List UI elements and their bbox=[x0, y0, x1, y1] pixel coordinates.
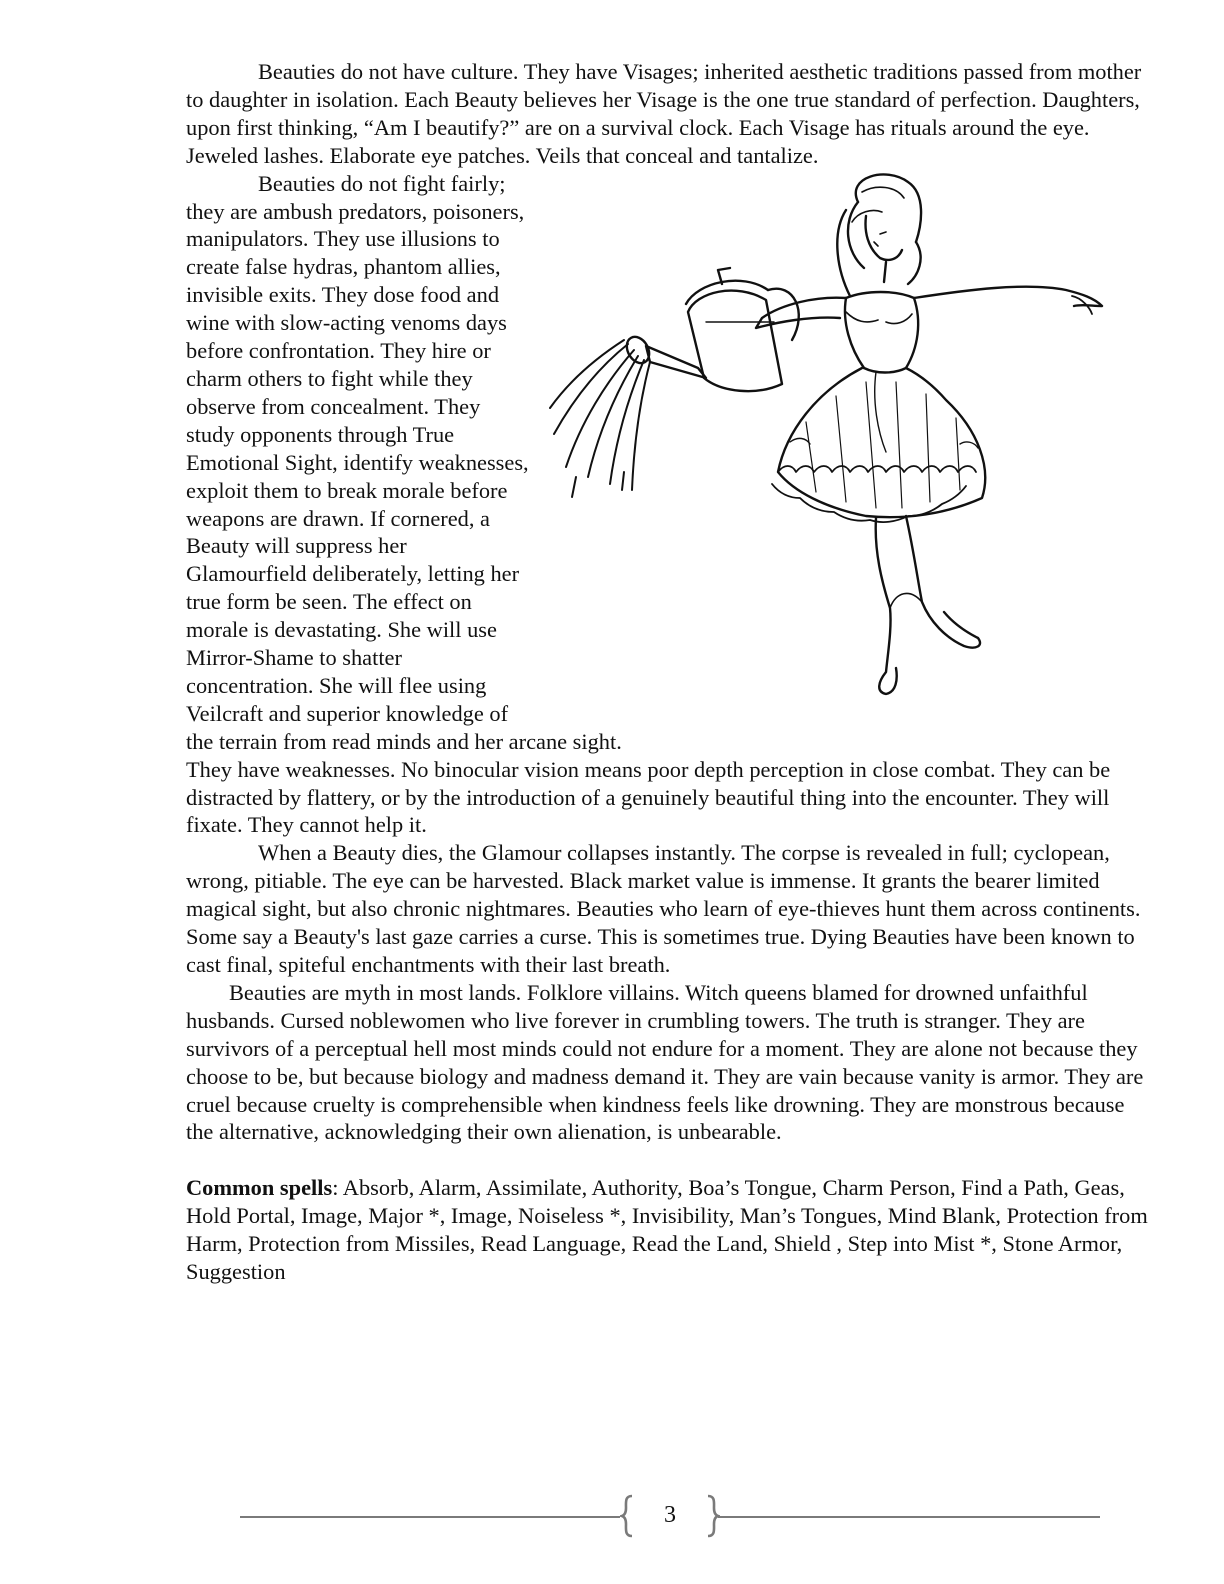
paragraph-myth: Beauties are myth in most lands. Folklore villains. Witch queens blamed for drowned unfaithful husbands. Cursed noblewomen who live forever in crumbling towers. The truth is stranger. They are survivors of a perceptual hell most minds could not endure for a moment. They are alone not because they choose to be, but because biology and madness demand it. They are vain because vanity is armor. They are cruel because cruelty is comprehensible when kindness feels like drowning. They are monstrous because the alternative, acknowledging their own alienation, is unbearable. bbox=[186, 979, 1144, 1145]
paragraph-death: When a Beauty dies, the Glamour collapses instantly. The corpse is revealed in full; cyclopean, wrong, pitiable. The eye can be harvested. Black market value is immense. It grants the bearer limited magical sight, but also chronic nightmares. Beauties who learn of eye-thieves hunt them across continents. Some say a Beauty's last gaze carries a curse. This is sometimes true. Dying Beauties have been known to cast final, spiteful enchantments with their last breath. bbox=[186, 840, 1141, 977]
woman-torso bbox=[756, 262, 1102, 373]
tutu-skirt bbox=[772, 368, 985, 522]
section-spacer bbox=[186, 1146, 1156, 1174]
page-body bbox=[186, 58, 1156, 1286]
woman-legs bbox=[876, 516, 980, 694]
footer-rule-right bbox=[718, 1516, 1100, 1518]
page-number: 3 bbox=[664, 1502, 676, 1528]
common-spells bbox=[186, 1174, 1156, 1286]
woman-head bbox=[837, 174, 921, 295]
left-brace-icon bbox=[620, 1494, 634, 1538]
dancing-woman-illustration bbox=[546, 172, 1156, 712]
paragraph-visages: Beauties do not have culture. They have Visages; inherited aesthetic traditions passed from mother to daughter in isolation. Each Beauty believes her Visage is the one true standard of perfection. Daughters, upon first thinking, “Am I beautify?” are on a survival clock. Each Visage has rituals around the eye. Jeweled lashes. Elaborate eye patches. Veils that conceal and tantalize. bbox=[186, 59, 1142, 168]
footer-rule-left bbox=[240, 1516, 620, 1518]
common-spells-list: Absorb, Alarm, Assimilate, Authority, Boa’s Tongue, Charm Person, Find a Path, Geas, Hold Portal, Image, Major *, Image, Noiseless *, Invisibility, Man’s Tongues, Mind Blank, Protection from Harm, Protection from Missiles, Read Language, Read the Land, Shield , Step into Mist *, Stone Armor, Suggestion bbox=[186, 1175, 1148, 1285]
paragraph-tactics: Beauties do not fight fairly; they are ambush predators, poisoners, manipulators. They use illusions to create false hydras, phantom allies, invisible exits. They dose food and wine with slow-acting venoms days before confrontation. They hire or charm others to fight while they observe from concealment. They study opponents through True Emotional Sight, identify weaknesses, exploit them to break morale before weapons are drawn. If cornered, a Beauty will suppress her Glamourfield deliberately, letting her true form be seen. The effect on morale is devastating. She will use Mirror-Shame to shatter concentration. She will flee using Veilcraft and superior knowledge of the terrain from read minds and her arcane sight. bbox=[186, 170, 622, 754]
dancing-woman-icon bbox=[546, 172, 1156, 712]
paragraph-weaknesses: They have weaknesses. No binocular vision means poor depth perception in close combat. They can be distracted by flattery, or by the introduction of a genuinely beautiful thing into the encounter. They will fixate. They cannot help it. bbox=[186, 756, 1111, 838]
common-spells-separator: : bbox=[332, 1175, 343, 1201]
page-footer bbox=[240, 1494, 1100, 1538]
watering-can bbox=[622, 268, 798, 391]
water-spray bbox=[550, 340, 650, 497]
common-spells-label: Common spells bbox=[186, 1175, 333, 1201]
